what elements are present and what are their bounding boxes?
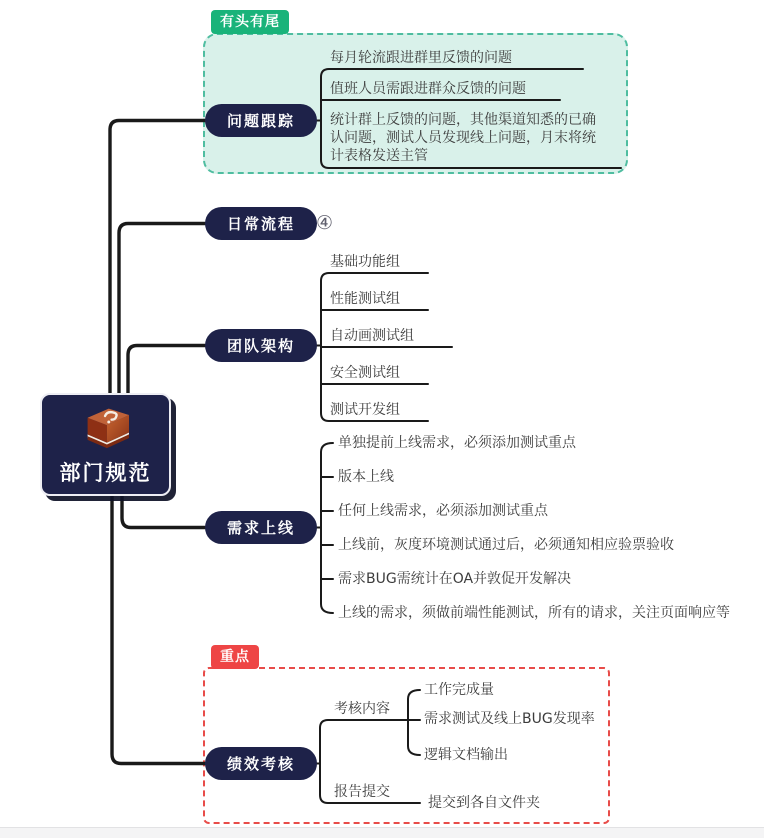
subtopic-report[interactable]: 报告提交 [334, 784, 390, 800]
branch-team-structure[interactable]: 团队架构 [205, 329, 317, 362]
topic-item[interactable]: 性能测试组 [330, 291, 400, 307]
topic-item[interactable]: 基础功能组 [330, 254, 400, 270]
topic-item[interactable]: 每月轮流跟进群里反馈的问题 [330, 50, 512, 66]
topic-item[interactable]: 自动画测试组 [330, 328, 414, 344]
topic-item[interactable]: 需求测试及线上BUG发现率 [424, 711, 595, 727]
topic-item[interactable]: 值班人员需跟进群众反馈的问题 [330, 81, 526, 97]
topic-item[interactable]: 上线前，灰度环境测试通过后，必须通知相应验票验收 [338, 537, 674, 553]
topic-item[interactable]: 工作完成量 [424, 682, 494, 698]
topic-item[interactable]: 提交到各自文件夹 [428, 795, 540, 811]
subtopic-assessment[interactable]: 考核内容 [334, 701, 390, 717]
root-label: 部门规范 [59, 461, 152, 485]
branch-issue-tracking[interactable]: 问题跟踪 [205, 104, 317, 137]
topic-item[interactable]: 逻辑文档输出 [424, 747, 508, 763]
numbered-badge-icon[interactable]: ④ [316, 212, 334, 234]
topic-item[interactable]: 安全测试组 [330, 365, 400, 381]
branch-daily-process[interactable]: 日常流程 [205, 207, 317, 240]
topic-item[interactable]: 上线的需求，须做前端性能测试，所有的请求，关注页面响应等 [338, 605, 730, 621]
branch-performance-review[interactable]: 绩效考核 [205, 747, 317, 780]
topic-item[interactable]: 需求BUG需统计在OA并敦促开发解决 [338, 571, 572, 587]
boundary-tag-top[interactable]: 有头有尾 [211, 10, 289, 34]
topic-item[interactable]: 任何上线需求，必须添加测试重点 [338, 503, 548, 519]
topic-item[interactable]: 统计群上反馈的问题，其他渠道知悉的已确认问题，测试人员发现线上问题，月末将统计表格发送主管 [330, 112, 596, 164]
root-node[interactable] [40, 393, 171, 496]
topic-item[interactable]: 版本上线 [338, 469, 394, 485]
branch-requirement-launch[interactable]: 需求上线 [205, 511, 317, 544]
boundary-tag-bottom[interactable]: 重点 [211, 645, 259, 669]
topic-item[interactable]: 单独提前上线需求，必须添加测试重点 [338, 435, 576, 451]
topic-item[interactable]: 测试开发组 [330, 402, 400, 418]
bottom-toolbar-edge [0, 827, 764, 838]
book-icon [78, 404, 134, 454]
